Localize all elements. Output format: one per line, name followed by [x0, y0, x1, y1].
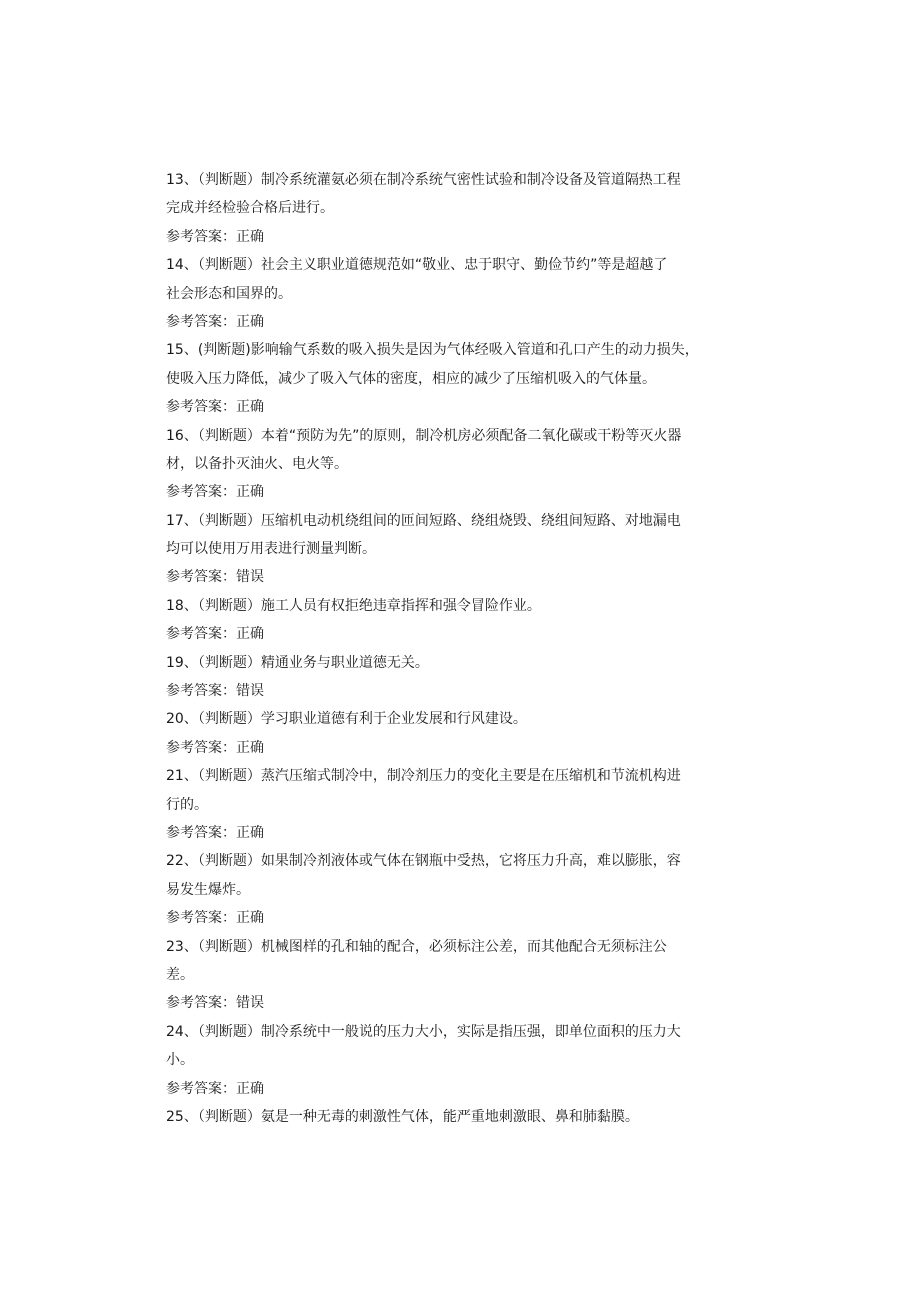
question-text: 23、（判断题）机械图样的孔和轴的配合，必须标注公差，而其他配合无须标注公: [166, 938, 667, 955]
reference-answer: 参考答案：正确: [166, 484, 264, 501]
question-text: 17、（判断题）压缩机电动机绕组间的匝间短路、绕组烧毁、绕组间短路、对地漏电: [166, 512, 681, 529]
question-item: [166, 251, 756, 336]
reference-answer: 参考答案：正确: [166, 910, 264, 927]
question-text: 16、（判断题）本着“预防为先”的原则，制冷机房必须配备二氧化碳或干粉等灭火器: [166, 427, 682, 444]
question-text: 22、（判断题）如果制冷剂液体或气体在钢瓶中受热，它将压力升高，难以膨胀，容: [166, 853, 681, 870]
question-text: 25、（判断题）氨是一种无毒的刺激性气体，能严重地刺激眼、鼻和肺黏膜。: [166, 1108, 639, 1125]
question-text-continued: 均可以使用万用表进行测量判断。: [166, 541, 376, 558]
question-item: [166, 507, 756, 592]
question-text-continued: 社会形态和国界的。: [166, 285, 292, 302]
question-text: 24、（判断题）制冷系统中一般说的压力大小，实际是指压强，即单位面积的压力大: [166, 1023, 681, 1040]
question-text-continued: 易发生爆炸。: [166, 881, 250, 898]
reference-answer: 参考答案：正确: [166, 824, 264, 841]
question-text-continued: 使吸入压力降低，减少了吸入气体的密度，相应的减少了压缩机吸入的气体量。: [166, 370, 656, 387]
reference-answer: 参考答案：正确: [166, 1080, 264, 1097]
question-text-continued: 行的。: [166, 796, 208, 813]
question-text-continued: 材，以备扑灭油火、电火等。: [166, 455, 348, 472]
question-item: [166, 649, 756, 706]
question-text-continued: 完成并经检验合格后进行。: [166, 200, 334, 217]
question-item: [166, 166, 756, 251]
reference-answer: 参考答案：错误: [166, 683, 264, 700]
question-item: [166, 847, 756, 932]
question-item: [166, 705, 756, 762]
reference-answer: 参考答案：错误: [166, 569, 264, 586]
question-item: [166, 592, 756, 649]
question-item: [166, 422, 756, 507]
question-item: [166, 762, 756, 847]
question-list: [166, 166, 756, 1131]
question-text: 13、（判断题）制冷系统灌氨必须在制冷系统气密性试验和制冷设备及管道隔热工程: [166, 172, 681, 188]
question-text: 20、（判断题）学习职业道德有利于企业发展和行风建设。: [166, 711, 527, 728]
reference-answer: 参考答案：正确: [166, 626, 264, 643]
reference-answer: 参考答案：错误: [166, 995, 264, 1012]
reference-answer: 参考答案：正确: [166, 399, 264, 416]
question-text: 19、（判断题）精通业务与职业道德无关。: [166, 654, 429, 671]
question-text: 21、（判断题）蒸汽压缩式制冷中，制冷剂压力的变化主要是在压缩机和节流机构进: [166, 768, 681, 785]
question-item: [166, 336, 756, 421]
question-text: 18、（判断题）施工人员有权拒绝违章指挥和强令冒险作业。: [166, 597, 541, 614]
question-item: [166, 1103, 756, 1131]
question-text: 15、(判断题)影响输气系数的吸入损失是因为气体经吸入管道和孔口产生的动力损失，: [166, 342, 699, 359]
question-item: [166, 933, 756, 1018]
question-item: [166, 1018, 756, 1103]
question-text-continued: 小。: [166, 1052, 194, 1069]
question-text: 14、（判断题）社会主义职业道德规范如“敬业、忠于职守、勤俭节约”等是超越了: [166, 257, 668, 274]
question-text-continued: 差。: [166, 966, 194, 983]
reference-answer: 参考答案：正确: [166, 739, 264, 756]
reference-answer: 参考答案：正确: [166, 228, 264, 245]
reference-answer: 参考答案：正确: [166, 313, 264, 330]
